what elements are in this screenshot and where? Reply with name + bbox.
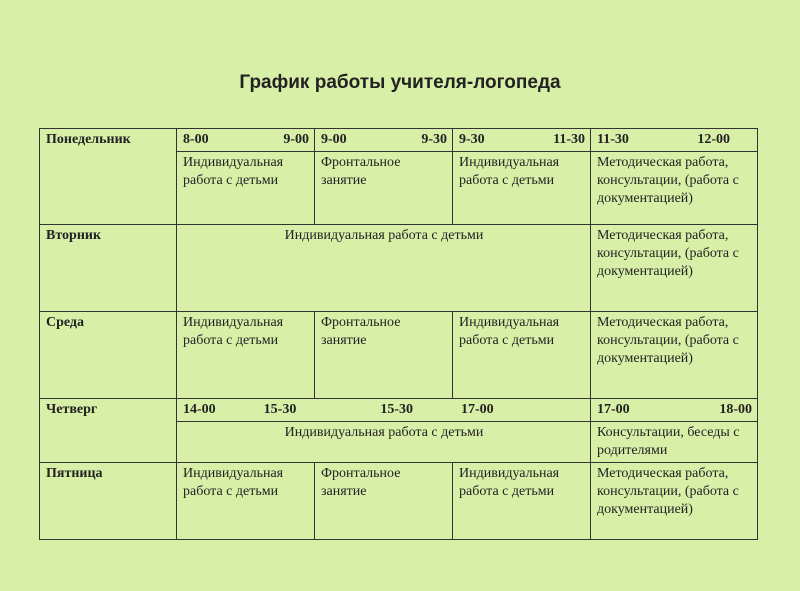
day-tuesday: Вторник xyxy=(40,225,177,312)
time-slot xyxy=(315,129,453,152)
time-end: 9-30 xyxy=(421,132,447,147)
time-start: 11-30 xyxy=(597,132,629,147)
time-start: 15-30 xyxy=(380,402,414,417)
day-thursday: Четверг xyxy=(40,399,177,463)
table-row xyxy=(40,225,758,312)
activity-cell: Методическая работа, консультации, (работа с документацией) xyxy=(591,225,758,312)
activity-cell: Методическая работа, консультации, (работа с документацией) xyxy=(591,463,758,540)
activity-cell: Индивидуальная работа с детьми xyxy=(177,463,315,540)
time-end: 17-00 xyxy=(461,402,494,417)
page-title: График работы учителя-логопеда xyxy=(239,72,561,93)
time-end: 12-00 xyxy=(697,132,730,147)
activity-cell: Индивидуальная работа с детьми xyxy=(453,463,591,540)
activity-cell: Методическая работа, консультации, (работа с документацией) xyxy=(591,312,758,399)
time-end: 18-00 xyxy=(719,402,752,417)
time-end: 11-30 xyxy=(553,132,585,147)
time-start: 9-00 xyxy=(321,132,347,147)
activity-cell: Индивидуальная работа с детьми xyxy=(453,152,591,225)
day-friday: Пятница xyxy=(40,463,177,540)
table-row xyxy=(40,463,758,540)
time-start: 9-30 xyxy=(459,132,485,147)
activity-cell: Индивидуальная работа с детьми xyxy=(177,225,591,312)
time-slot xyxy=(591,399,758,422)
time-start: 14-00 xyxy=(183,402,216,417)
time-start: 8-00 xyxy=(183,132,209,147)
time-start: 17-00 xyxy=(597,402,630,417)
time-end: 15-30 xyxy=(263,402,297,417)
schedule-table xyxy=(39,128,758,540)
time-slot xyxy=(177,129,315,152)
table-row xyxy=(40,312,758,399)
time-slot xyxy=(177,399,591,422)
activity-cell: Индивидуальная работа с детьми xyxy=(453,312,591,399)
time-slot xyxy=(591,129,758,152)
table-row xyxy=(40,129,758,152)
activity-cell: Индивидуальная работа с детьми xyxy=(177,152,315,225)
activity-cell: Индивидуальная работа с детьми xyxy=(177,312,315,399)
day-monday: Понедельник xyxy=(40,129,177,225)
time-slot xyxy=(453,129,591,152)
activity-cell: Фронтальное занятие xyxy=(315,312,453,399)
activity-cell: Фронтальное занятие xyxy=(315,463,453,540)
time-end: 9-00 xyxy=(283,132,309,147)
table-row xyxy=(40,399,758,422)
activity-cell: Методическая работа, консультации, (работа с документацией) xyxy=(591,152,758,225)
activity-cell: Фронтальное занятие xyxy=(315,152,453,225)
activity-cell: Консультации, беседы с родителями xyxy=(591,422,758,463)
day-wednesday: Среда xyxy=(40,312,177,399)
activity-cell: Индивидуальная работа с детьми xyxy=(177,422,591,463)
